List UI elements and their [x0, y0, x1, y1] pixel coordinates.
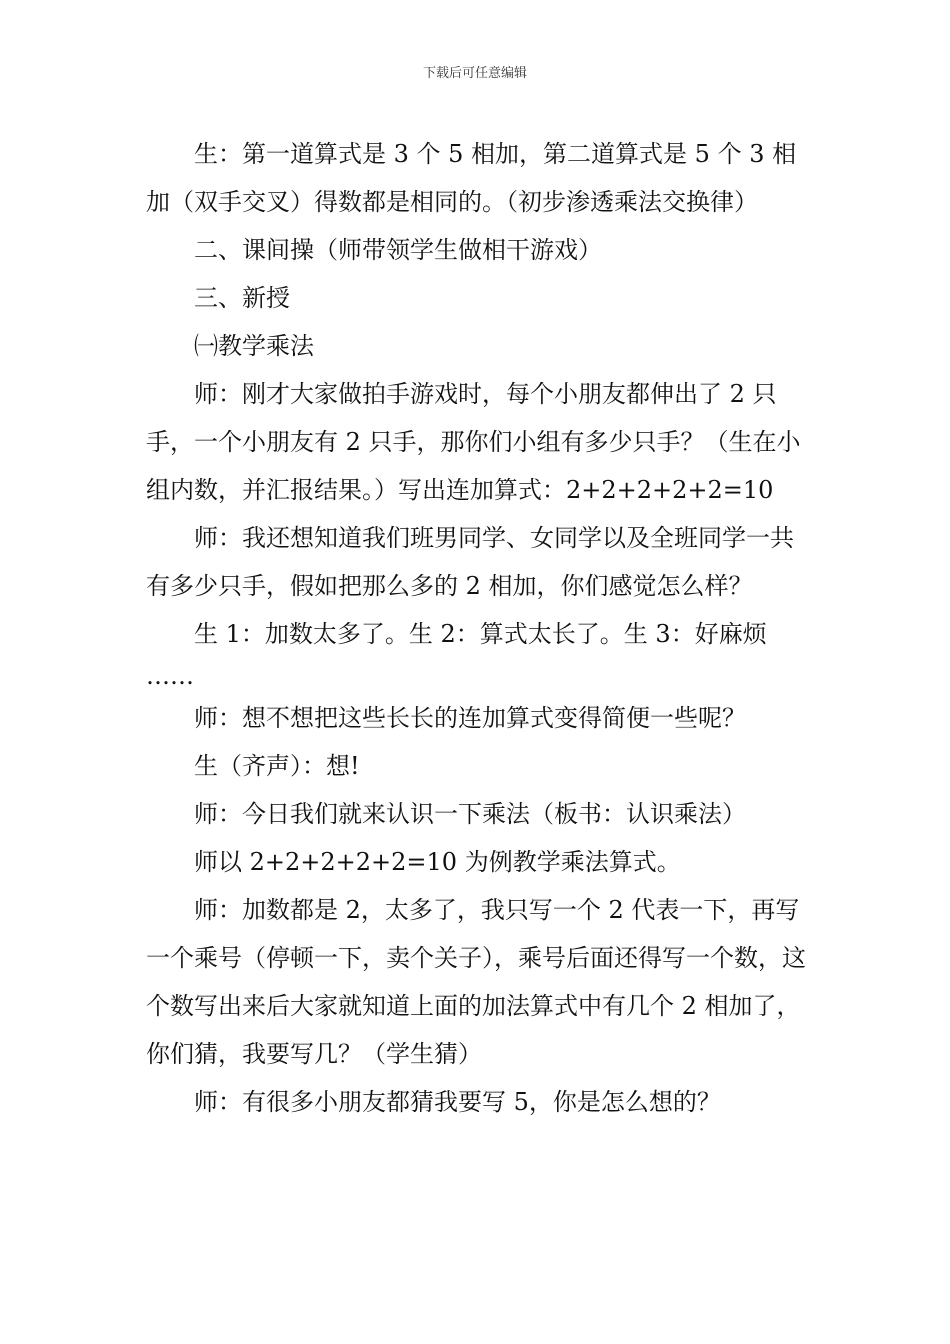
paragraph-example: 师以 2+2+2+2+2=10 为例教学乘法算式。 [194, 848, 681, 876]
paragraph-teacher-explain: 师：加数都是 2，太多了，我只写一个 2 代表一下，再写一个乘号（停顿一下，卖个关子），乘号后面还得写一个数，这个数写出来后大家就知道上面的加法算式中有几个 2 相加了，你们猜，我要写几？（学生猜） [146, 896, 806, 1068]
paragraph-ellipsis: …… [146, 662, 194, 690]
paragraph-subsection-1: ㈠教学乘法 [194, 332, 314, 360]
paragraph-teacher-clap-game: 师：刚才大家做拍手游戏时，每个小朋友都伸出了 2 只手，一个小朋友有 2 只手，那你们小组有多少只手？（生在小组内数，并汇报结果。）写出连加算式：2+2+2+2+2=10 [146, 380, 801, 504]
paragraph-teacher-simplify: 师：想不想把这些长长的连加算式变得简便一些呢？ [194, 704, 746, 732]
paragraph-teacher-intro-multiplication: 师：今日我们就来认识一下乘法（板书：认识乘法） [194, 800, 746, 828]
document-body [146, 130, 814, 1126]
paragraph-section-2: 二、课间操（师带领学生做相干游戏） [194, 236, 602, 264]
page-header: 下载后可任意编辑 [422, 66, 527, 81]
paragraph-student-responses: 生 1：加数太多了。生 2：算式太长了。生 3：好麻烦 [194, 620, 767, 648]
paragraph-teacher-question: 师：我还想知道我们班男同学、女同学以及全班同学一共有多少只手，假如把那么多的 2 相加，你们感觉怎么样？ [146, 524, 794, 600]
paragraph-section-3: 三、新授 [194, 284, 290, 312]
paragraph-student-answer: 生：第一道算式是 3 个 5 相加，第二道算式是 5 个 3 相加（双手交叉）得数都是相同的。（初步渗透乘法交换律） [146, 140, 797, 216]
paragraph-teacher-guess: 师：有很多小朋友都猜我要写 5，你是怎么想的？ [194, 1088, 721, 1116]
paragraph-students-chorus: 生（齐声）：想! [194, 752, 360, 780]
